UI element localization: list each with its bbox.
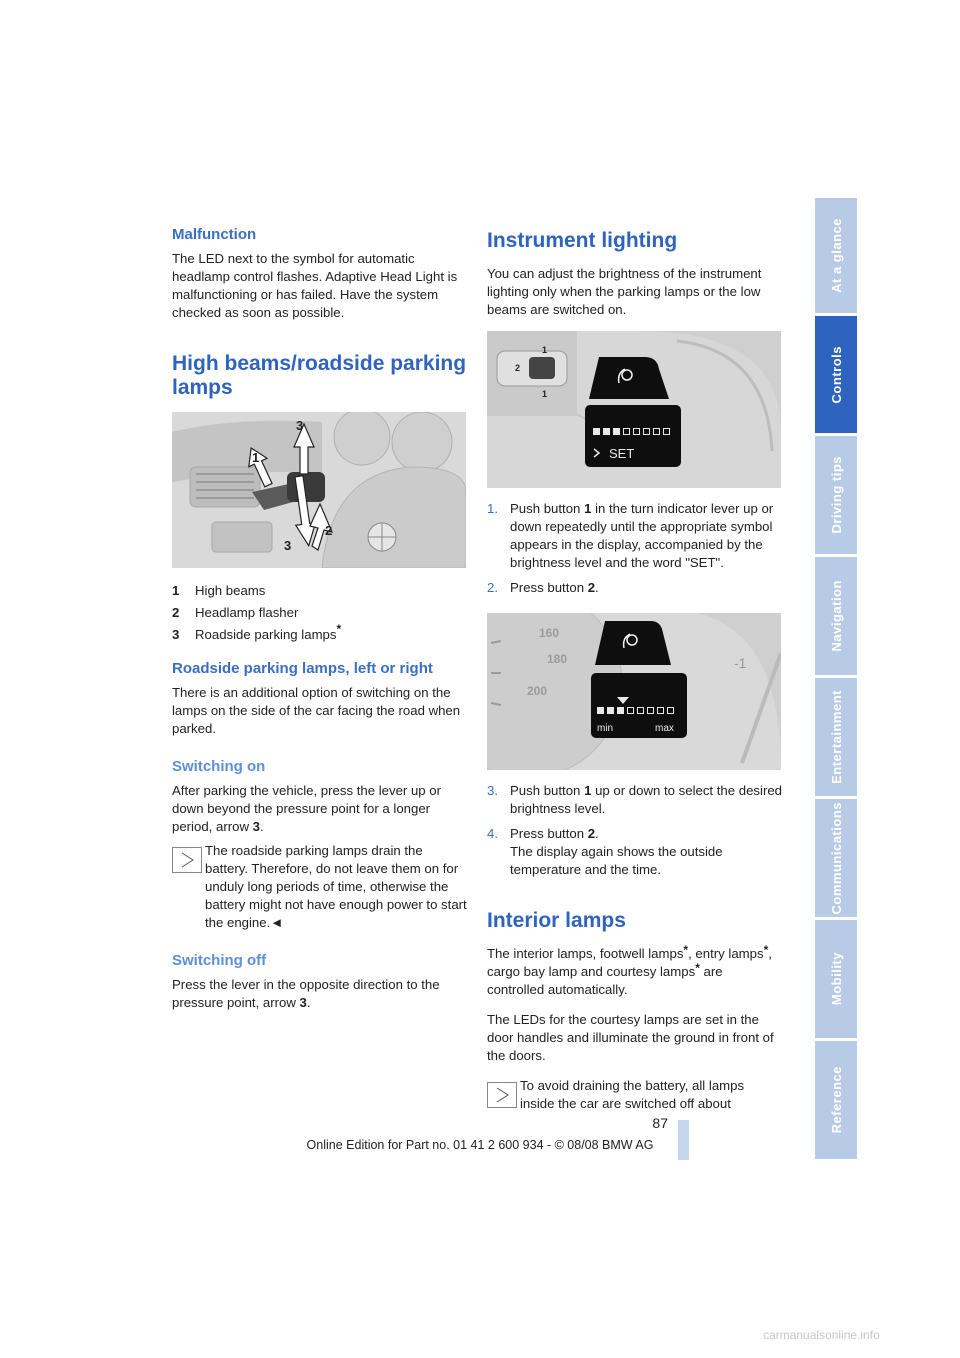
svg-text:3: 3 xyxy=(284,538,292,553)
high-beams-heading: High beams/roadside parking lamps xyxy=(172,352,467,399)
right-column xyxy=(487,226,782,1125)
svg-text:160: 160 xyxy=(539,626,560,640)
switching-on-text: After parking the vehicle, press the lever up or down beyond the pressure point for a longer period, arrow 3. xyxy=(172,783,442,834)
optional-equipment-star: * xyxy=(336,622,342,636)
tab-reference[interactable]: Reference xyxy=(815,1041,857,1159)
step-4: 4. Press button 2. The display again shows the outside temperature and the time. xyxy=(487,826,723,877)
tab-driving-tips[interactable]: Driving tips xyxy=(815,436,857,554)
display-max-label: max xyxy=(655,723,674,734)
roadside-heading: Roadside parking lamps, left or right xyxy=(172,660,433,677)
lever-illustration xyxy=(172,412,466,568)
watermark: carmanualsonline.info xyxy=(763,1328,880,1342)
malfunction-text: The LED next to the symbol for automatic headlamp control flashes. Adaptive Head Light is malfunctioning or has failed. Have the system checked as soon as possible. xyxy=(172,251,458,320)
switching-off-heading: Switching off xyxy=(172,952,267,969)
display-set-illustration xyxy=(487,331,781,488)
tab-navigation[interactable]: Navigation xyxy=(815,557,857,675)
svg-text:2: 2 xyxy=(325,523,333,538)
instrument-steps-b xyxy=(487,782,782,879)
instrument-display-figure-1 xyxy=(487,331,781,488)
svg-text:1: 1 xyxy=(542,389,548,399)
left-column xyxy=(172,226,468,1024)
svg-text:200: 200 xyxy=(527,684,548,698)
svg-text:180: 180 xyxy=(547,652,568,666)
switching-off-text: Press the lever in the opposite direction to the pressure point, arrow 3. xyxy=(172,977,440,1010)
instrument-lighting-heading: Instrument lighting xyxy=(487,229,678,252)
svg-text:3: 3 xyxy=(296,418,304,433)
instrument-text: You can adjust the brightness of the instrument lighting only when the parking lamps or the low beams are switched on. xyxy=(487,266,762,317)
step-3: 3. Push button 1 up or down to select the desired brightness level. xyxy=(487,783,783,816)
instrument-display-figure-2 xyxy=(487,613,781,770)
svg-text:2: 2 xyxy=(515,363,521,373)
footer-edition: Online Edition for Part no. 01 41 2 600 934 - © 08/08 BMW AG xyxy=(306,1138,654,1152)
display-brightness-illustration xyxy=(487,613,781,770)
svg-text:-1: -1 xyxy=(734,655,747,671)
tab-controls[interactable]: Controls xyxy=(815,316,857,433)
high-beams-lever-figure xyxy=(172,412,466,568)
display-min-label: min xyxy=(597,723,614,734)
roadside-text: There is an additional option of switching on the lamps on the side of the car facing the road when parked. xyxy=(172,685,461,736)
page-number: 87 xyxy=(652,1115,668,1131)
legend-item: 1 High beams xyxy=(172,583,266,598)
instrument-steps-a xyxy=(487,500,782,597)
legend-item: 3 Roadside parking lamps* xyxy=(172,622,342,642)
legend-item: 2 Headlamp flasher xyxy=(172,605,299,620)
high-beams-legend xyxy=(172,580,468,646)
tab-mobility[interactable]: Mobility xyxy=(815,920,857,1038)
display-set-label: SET xyxy=(609,446,635,461)
switching-on-heading: Switching on xyxy=(172,758,266,775)
step-2: 2. Press button 2. xyxy=(487,580,599,595)
leds-text: The LEDs for the courtesy lamps are set in the door handles and illuminate the ground in front of the doors. xyxy=(487,1012,774,1063)
caution-arrow-icon xyxy=(487,1082,517,1108)
malfunction-heading: Malfunction xyxy=(172,226,257,243)
tab-at-a-glance[interactable]: At a glance xyxy=(815,198,857,313)
svg-text:1: 1 xyxy=(542,345,548,355)
svg-text:1: 1 xyxy=(252,450,260,465)
chapter-tabs xyxy=(815,198,857,1162)
caution-arrow-icon xyxy=(172,847,202,873)
interior-text: The interior lamps, footwell lamps*, entry lamps*, cargo bay lamp and courtesy lamps* are controlled automatically. xyxy=(487,943,772,997)
battery-caution-note xyxy=(172,842,468,932)
interior-lamps-heading: Interior lamps xyxy=(487,909,626,932)
note-text: The roadside parking lamps drain the battery. Therefore, do not leave them on for unduly long periods of time, otherwise the battery might not have enough power to start the engine.◄ xyxy=(205,843,467,930)
battery-drain-note xyxy=(487,1077,782,1113)
step-1: 1. Push button 1 in the turn indicator lever up or down repeatedly until the appropriate symbol appears in the display, accompanied by the brightness level and the word "SET". xyxy=(487,501,774,570)
tab-communications[interactable]: Communications xyxy=(815,799,857,917)
tab-entertainment[interactable]: Entertainment xyxy=(815,678,857,796)
battery-note-text: To avoid draining the battery, all lamps inside the car are switched off about xyxy=(520,1078,745,1111)
